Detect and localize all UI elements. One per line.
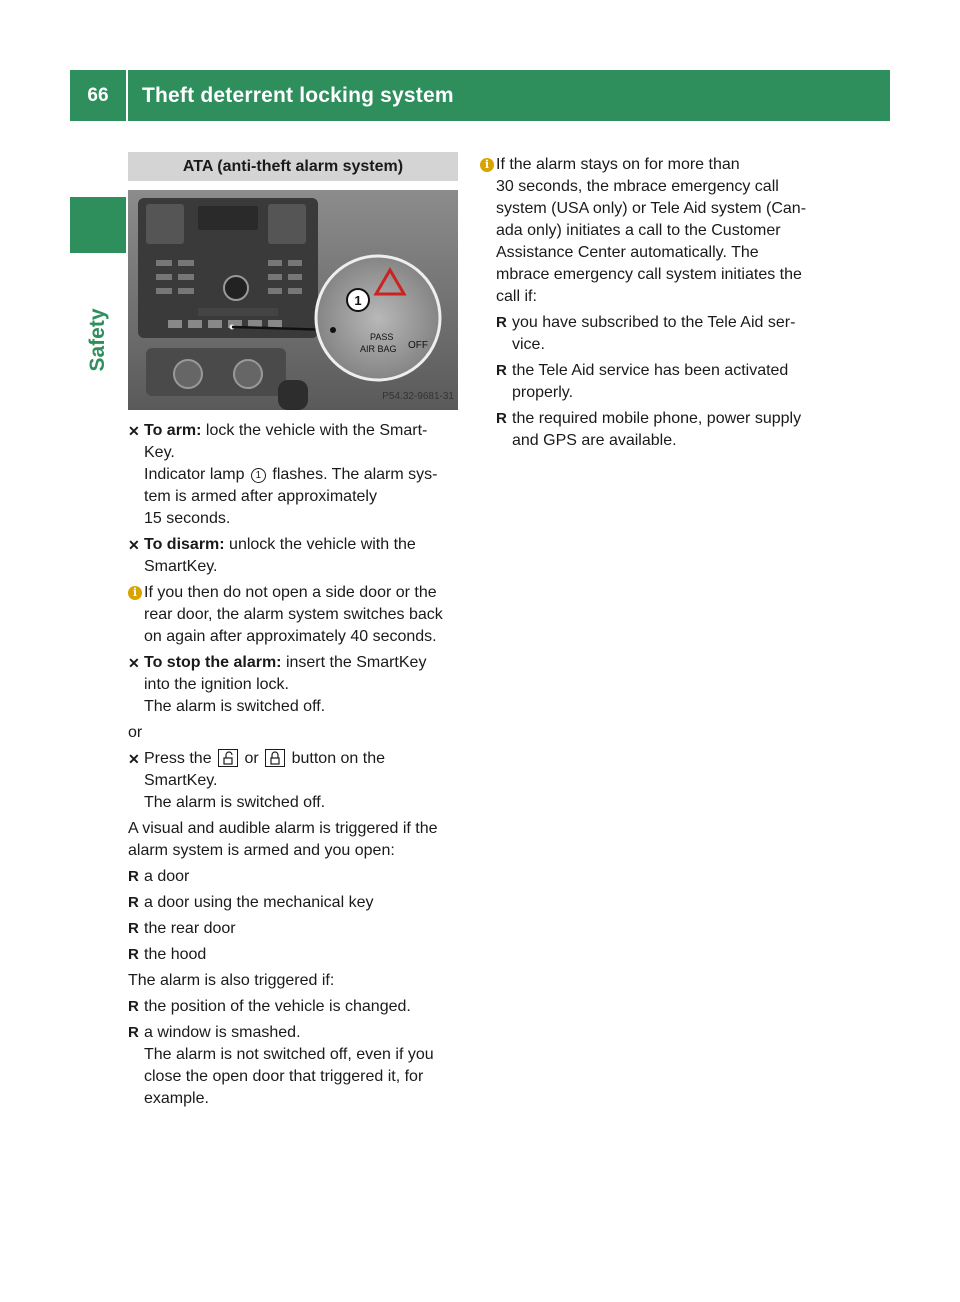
list-item bbox=[128, 944, 458, 966]
info-text-5: Assistance Center automatically. The bbox=[496, 244, 759, 261]
step-disarm bbox=[128, 534, 458, 578]
info-text-2: 30 seconds, the mbrace emergency call bbox=[496, 178, 779, 195]
step-press bbox=[128, 748, 458, 814]
or-text: or bbox=[128, 724, 143, 741]
emergency-list bbox=[480, 312, 815, 452]
trigger-text-2: alarm system is armed and you open: bbox=[128, 842, 395, 859]
left-column bbox=[128, 152, 458, 1114]
step-arrow-icon: ✕ bbox=[128, 537, 140, 553]
lock-key-icon bbox=[265, 749, 285, 767]
step-arm bbox=[128, 420, 458, 530]
list-item bbox=[496, 360, 815, 404]
press-text: Press the bbox=[144, 750, 217, 767]
list-item-text-2: vice. bbox=[512, 336, 545, 353]
also-text: The alarm is also triggered if: bbox=[128, 972, 335, 989]
list-item-text: you have subscribed to the Tele Aid ser- bbox=[512, 314, 796, 331]
bullet-icon: R bbox=[496, 314, 507, 331]
list-item bbox=[128, 918, 458, 940]
disarm-text: unlock the vehicle with the bbox=[224, 536, 416, 553]
figure-callout: 1 bbox=[354, 293, 362, 308]
list-item bbox=[496, 312, 815, 356]
bullet-icon: R bbox=[128, 920, 139, 937]
arm-text-2: Key. bbox=[144, 444, 175, 461]
arm-indicator-text-2: flashes. The alarm sys- bbox=[267, 466, 438, 483]
side-tab-label: Safety bbox=[86, 308, 109, 372]
list-item-text: a window is smashed. bbox=[144, 1024, 301, 1041]
info-icon: i bbox=[128, 586, 142, 600]
arm-label: To arm: bbox=[144, 422, 202, 439]
list-item-text: the rear door bbox=[144, 920, 236, 937]
info-text-1: If you then do not open a side door or the bbox=[144, 584, 437, 601]
dashboard-photo bbox=[128, 190, 458, 410]
bullet-icon: R bbox=[496, 410, 507, 427]
arm-indicator-text-4: 15 seconds. bbox=[144, 510, 231, 527]
arm-text: lock the vehicle with the Smart- bbox=[201, 422, 428, 439]
list-item-text: a door bbox=[144, 868, 190, 885]
list-item-text: the Tele Aid service has been activated bbox=[512, 362, 789, 379]
list-item-text: a door using the mechanical key bbox=[144, 894, 374, 911]
figure-pass-label: PASS bbox=[370, 332, 394, 342]
info-text-4: ada only) initiates a call to the Customer bbox=[496, 222, 781, 239]
list-item bbox=[128, 996, 458, 1018]
trigger-text bbox=[128, 818, 458, 862]
header-bar bbox=[70, 70, 890, 121]
bullet-icon: R bbox=[128, 868, 139, 885]
list-item bbox=[128, 1022, 458, 1110]
figure-airbag-label: AIR BAG bbox=[360, 344, 397, 354]
step-arrow-icon: ✕ bbox=[128, 751, 140, 767]
list-item bbox=[128, 892, 458, 914]
info-icon: i bbox=[480, 158, 494, 172]
arm-indicator-text: Indicator lamp bbox=[144, 466, 249, 483]
note-text-1: The alarm is not switched off, even if you bbox=[144, 1046, 434, 1063]
info-text-3: on again after approximately 40 seconds. bbox=[144, 628, 437, 645]
unlock-key-icon bbox=[218, 749, 238, 767]
disarm-label: To disarm: bbox=[144, 536, 225, 553]
stop-label: To stop the alarm: bbox=[144, 654, 282, 671]
list-item-text: the required mobile phone, power supply bbox=[512, 410, 802, 427]
step-arrow-icon: ✕ bbox=[128, 423, 140, 439]
bullet-icon: R bbox=[496, 362, 507, 379]
section-heading: ATA (anti-theft alarm system) bbox=[128, 152, 458, 181]
list-item-text: the position of the vehicle is changed. bbox=[144, 998, 411, 1015]
page-number: 66 bbox=[87, 84, 109, 106]
list-item-text: the hood bbox=[144, 946, 207, 963]
info-text-1: If the alarm stays on for more than bbox=[496, 156, 740, 173]
bullet-icon: R bbox=[128, 894, 139, 911]
arm-indicator-text-3: tem is armed after approximately bbox=[144, 488, 377, 505]
dashboard-illustration bbox=[128, 190, 458, 410]
step-stop bbox=[128, 652, 458, 718]
side-tab-marker bbox=[70, 197, 126, 253]
info-note-body bbox=[480, 176, 815, 308]
bullet-icon: R bbox=[128, 998, 139, 1015]
list-item bbox=[496, 408, 815, 452]
info-note-disarm bbox=[128, 582, 458, 648]
press-or: or bbox=[240, 750, 264, 767]
info-text-6: mbrace emergency call system initiates the bbox=[496, 266, 802, 283]
info-text-2: rear door, the alarm system switches back bbox=[144, 606, 443, 623]
info-text-3: system (USA only) or Tele Aid system (Can- bbox=[496, 200, 807, 217]
figure-off-label: OFF bbox=[408, 340, 428, 351]
press-text-3: SmartKey. bbox=[144, 772, 218, 789]
figure-code: P54.32-9681-31 bbox=[382, 391, 454, 402]
stop-text: insert the SmartKey bbox=[281, 654, 427, 671]
list-item bbox=[128, 866, 458, 888]
header-divider bbox=[126, 70, 128, 121]
note-text-3: example. bbox=[144, 1090, 209, 1107]
press-text-4: The alarm is switched off. bbox=[144, 794, 326, 811]
page-title: Theft deterrent locking system bbox=[142, 83, 454, 107]
step-arrow-icon: ✕ bbox=[128, 655, 140, 671]
info-note-emergency bbox=[480, 154, 815, 176]
info-text-7: call if: bbox=[496, 288, 537, 305]
indicator-number-icon: 1 bbox=[251, 468, 266, 483]
stop-text-2: into the ignition lock. bbox=[144, 676, 289, 693]
right-column bbox=[480, 154, 815, 456]
bullet-icon: R bbox=[128, 946, 139, 963]
list-item-text-2: and GPS are available. bbox=[512, 432, 677, 449]
press-text-2: button on the bbox=[287, 750, 386, 767]
note-text-2: close the open door that triggered it, for bbox=[144, 1068, 424, 1085]
bullet-icon: R bbox=[128, 1024, 139, 1041]
list-item-text-2: properly. bbox=[512, 384, 574, 401]
trigger-text-1: A visual and audible alarm is triggered if the bbox=[128, 820, 438, 837]
disarm-text-2: SmartKey. bbox=[144, 558, 218, 575]
stop-text-3: The alarm is switched off. bbox=[144, 698, 326, 715]
